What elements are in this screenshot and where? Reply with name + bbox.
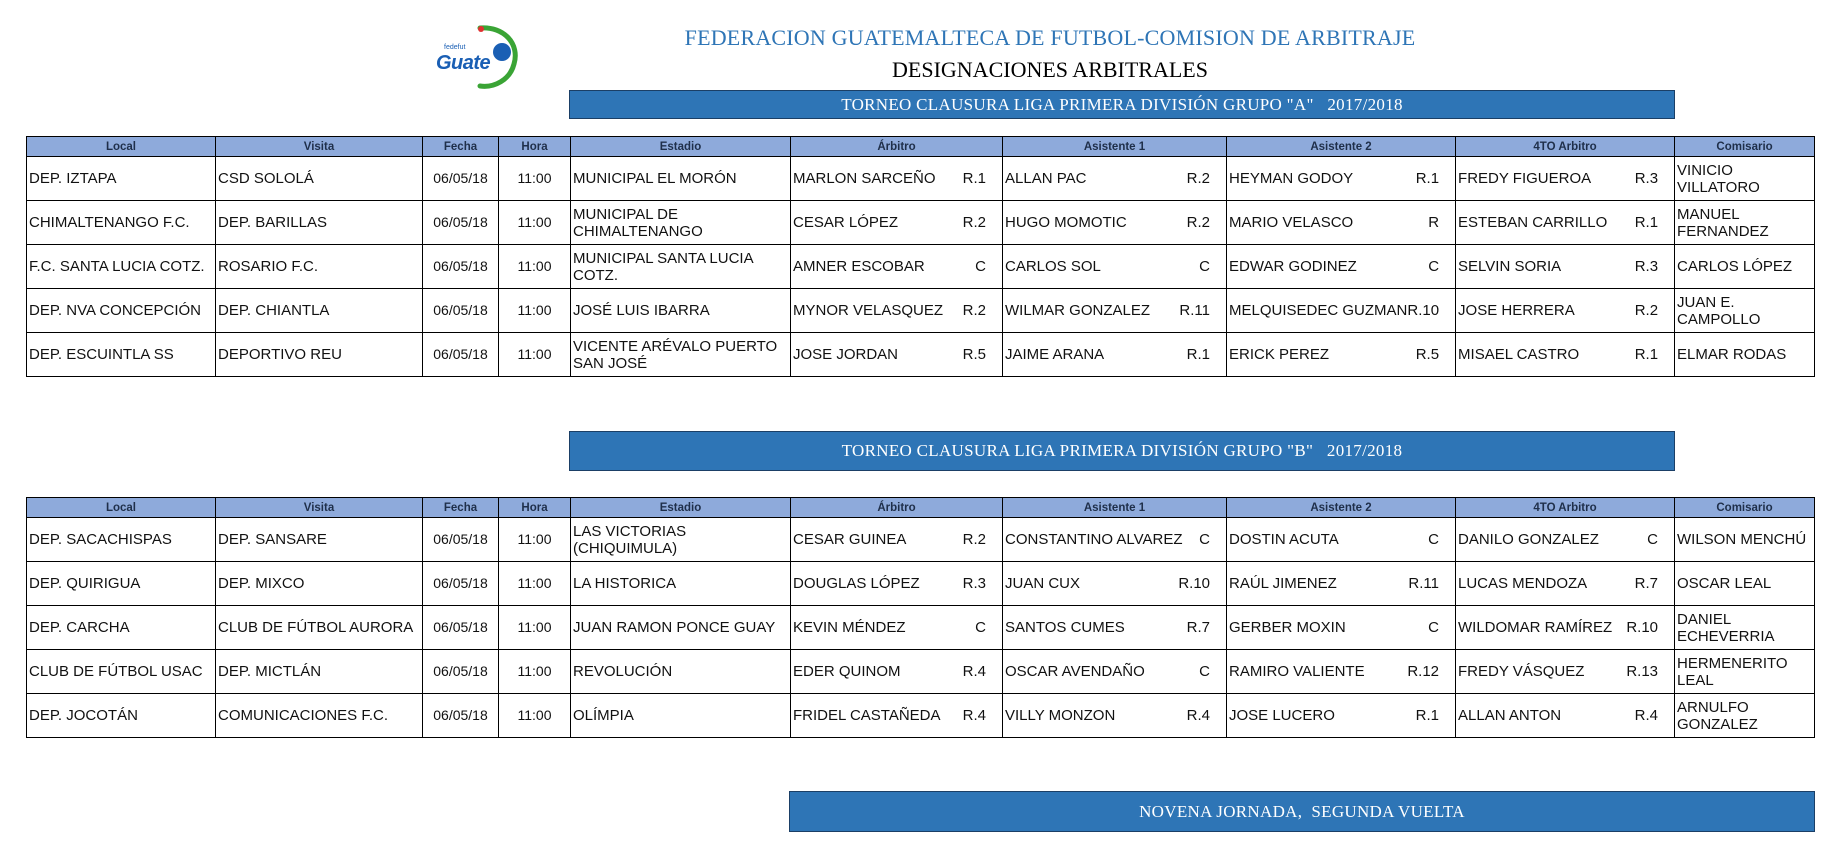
column-header: Asistente 2: [1227, 137, 1456, 157]
referee-entry: [793, 214, 1000, 231]
referee-name: JOSE LUCERO: [1229, 707, 1335, 724]
asistente2-cell: [1227, 201, 1456, 245]
asistente2-cell: [1227, 650, 1456, 694]
arbitro-cell: [791, 606, 1003, 650]
referee-category: R.12: [1407, 663, 1439, 680]
column-header: Árbitro: [791, 498, 1003, 518]
referee-category: R.7: [1186, 619, 1210, 636]
referee-category: R.1: [1634, 346, 1659, 363]
cuarto-arbitro-cell: [1456, 289, 1675, 333]
referee-name: RAÚL JIMENEZ: [1229, 575, 1337, 592]
referee-category: C: [1428, 619, 1439, 636]
referee-entry: [1005, 531, 1224, 548]
comisario-cell: ELMAR RODAS: [1675, 333, 1815, 377]
referee-category: R.5: [1415, 346, 1440, 363]
referee-entry: [1229, 663, 1453, 680]
referee-name: EDER QUINOM: [793, 663, 901, 680]
referee-entry: [1005, 214, 1224, 231]
fecha-cell: 06/05/18: [423, 245, 499, 289]
asistente2-cell: [1227, 333, 1456, 377]
arbitro-cell: [791, 245, 1003, 289]
cuarto-arbitro-cell: [1456, 201, 1675, 245]
referee-name: CESAR GUINEA: [793, 531, 907, 548]
cuarto-arbitro-cell: [1456, 606, 1675, 650]
hora-cell: 11:00: [499, 606, 571, 650]
referee-name: FRIDEL CASTAÑEDA: [793, 707, 941, 724]
referee-name: LUCAS MENDOZA: [1458, 575, 1588, 592]
referee-category: R.1: [1634, 214, 1659, 231]
visita-cell: DEPORTIVO REU: [216, 333, 423, 377]
asistente1-cell: [1003, 201, 1227, 245]
referee-entry: [1229, 575, 1453, 592]
local-cell: DEP. IZTAPA: [27, 157, 216, 201]
referee-entry: [793, 531, 1000, 548]
referee-name: FREDY VÁSQUEZ: [1458, 663, 1585, 680]
fecha-cell: 06/05/18: [423, 694, 499, 738]
referee-entry: [793, 346, 1000, 363]
referee-entry: [1458, 258, 1672, 275]
referee-category: R.10: [1178, 575, 1210, 592]
column-header: Estadio: [571, 137, 791, 157]
column-header: Local: [27, 137, 216, 157]
referee-entry: [1458, 214, 1672, 231]
fecha-cell: 06/05/18: [423, 201, 499, 245]
referee-category: R.4: [1186, 707, 1210, 724]
arbitro-cell: [791, 157, 1003, 201]
referee-name: DOUGLAS LÓPEZ: [793, 575, 920, 592]
referee-category: R.13: [1626, 663, 1658, 680]
referee-name: MARLON SARCEÑO: [793, 170, 936, 187]
referee-category: R.11: [1408, 575, 1439, 592]
table-row: [27, 333, 1815, 377]
referee-entry: [1229, 707, 1453, 724]
comisario-cell: HERMENERITO LEAL: [1675, 650, 1815, 694]
referee-category: R.1: [962, 170, 986, 187]
referee-name: DOSTIN ACUTA: [1229, 531, 1339, 548]
comisario-cell: JUAN E. CAMPOLLO: [1675, 289, 1815, 333]
fedefut-logo: [434, 22, 534, 94]
referee-entry: [1005, 346, 1224, 363]
referee-category: R.2: [962, 531, 986, 548]
referee-name: ALLAN ANTON: [1458, 707, 1562, 724]
referee-entry: [1458, 346, 1672, 363]
group-a-body: [27, 157, 1815, 377]
cuarto-arbitro-cell: [1456, 650, 1675, 694]
local-cell: DEP. SACACHISPAS: [27, 518, 216, 562]
arbitro-cell: [791, 694, 1003, 738]
column-header: 4TO Arbitro: [1456, 137, 1675, 157]
referee-entry: [1229, 346, 1453, 363]
local-cell: DEP. CARCHA: [27, 606, 216, 650]
fecha-cell: 06/05/18: [423, 562, 499, 606]
fecha-cell: 06/05/18: [423, 289, 499, 333]
referee-category: R.5: [962, 346, 986, 363]
referee-entry: [793, 258, 1000, 275]
referee-entry: [1005, 663, 1224, 680]
logo-brand-text: Guate: [436, 52, 491, 74]
referee-entry: [793, 663, 1000, 680]
referee-category: C: [1199, 258, 1210, 275]
table-row: [27, 562, 1815, 606]
comisario-cell: CARLOS LÓPEZ: [1675, 245, 1815, 289]
referee-category: R.2: [1186, 214, 1210, 231]
arbitro-cell: [791, 333, 1003, 377]
table-row: [27, 650, 1815, 694]
referee-name: HEYMAN GODOY: [1229, 170, 1354, 187]
referee-category: R.1: [1186, 346, 1210, 363]
arbitro-cell: [791, 289, 1003, 333]
referee-name: ERICK PEREZ: [1229, 346, 1330, 363]
referee-category: R.3: [1634, 258, 1659, 275]
asistente1-cell: [1003, 606, 1227, 650]
referee-entry: [1458, 663, 1672, 680]
column-header: 4TO Arbitro: [1456, 498, 1675, 518]
comisario-cell: OSCAR LEAL: [1675, 562, 1815, 606]
local-cell: DEP. NVA CONCEPCIÓN: [27, 289, 216, 333]
referee-name: WILMAR GONZALEZ: [1005, 302, 1151, 319]
referee-entry: [793, 302, 1000, 319]
local-cell: DEP. QUIRIGUA: [27, 562, 216, 606]
group-b-body: [27, 518, 1815, 738]
referee-name: JAIME ARANA: [1005, 346, 1105, 363]
column-header: Visita: [216, 498, 423, 518]
referee-name: AMNER ESCOBAR: [793, 258, 925, 275]
asistente1-cell: [1003, 245, 1227, 289]
local-cell: CLUB DE FÚTBOL USAC: [27, 650, 216, 694]
asistente2-cell: [1227, 157, 1456, 201]
referee-category: C: [1428, 531, 1439, 548]
column-header: Fecha: [423, 137, 499, 157]
cuarto-arbitro-cell: [1456, 562, 1675, 606]
referee-entry: [1458, 619, 1672, 636]
arbitro-cell: [791, 201, 1003, 245]
hora-cell: 11:00: [499, 245, 571, 289]
local-cell: DEP. ESCUINTLA SS: [27, 333, 216, 377]
estadio-cell: OLÍMPIA: [571, 694, 791, 738]
estadio-cell: MUNICIPAL SANTA LUCIA COTZ.: [571, 245, 791, 289]
referee-category: R.2: [1634, 302, 1659, 319]
hora-cell: 11:00: [499, 289, 571, 333]
jornada-banner: NOVENA JORNADA, SEGUNDA VUELTA: [789, 791, 1815, 832]
table-row: [27, 694, 1815, 738]
referee-entry: [1005, 707, 1224, 724]
visita-cell: DEP. CHIANTLA: [216, 289, 423, 333]
visita-cell: COMUNICACIONES F.C.: [216, 694, 423, 738]
estadio-cell: LA HISTORICA: [571, 562, 791, 606]
group-b-banner: TORNEO CLAUSURA LIGA PRIMERA DIVISIÓN GRUPO "B" 2017/2018: [569, 431, 1675, 471]
asistente1-cell: [1003, 333, 1227, 377]
referee-category: R.3: [962, 575, 986, 592]
hora-cell: 11:00: [499, 694, 571, 738]
comisario-cell: ARNULFO GONZALEZ: [1675, 694, 1815, 738]
visita-cell: ROSARIO F.C.: [216, 245, 423, 289]
hora-cell: 11:00: [499, 518, 571, 562]
referee-category: R.2: [1186, 170, 1210, 187]
group-b-table: [26, 497, 1815, 738]
local-cell: CHIMALTENANGO F.C.: [27, 201, 216, 245]
column-header: Hora: [499, 137, 571, 157]
comisario-cell: DANIEL ECHEVERRIA: [1675, 606, 1815, 650]
referee-entry: [1229, 214, 1453, 231]
hora-cell: 11:00: [499, 562, 571, 606]
hora-cell: 11:00: [499, 157, 571, 201]
referee-category: R.4: [1634, 707, 1658, 724]
referee-name: RAMIRO VALIENTE: [1229, 663, 1365, 680]
referee-entry: [793, 619, 1000, 636]
referee-entry: [1005, 258, 1224, 275]
asistente1-cell: [1003, 518, 1227, 562]
estadio-cell: MUNICIPAL DE CHIMALTENANGO: [571, 201, 791, 245]
referee-category: R.1: [1415, 707, 1439, 724]
table-row: [27, 289, 1815, 333]
group-a-table: [26, 136, 1815, 377]
asistente1-cell: [1003, 562, 1227, 606]
asistente1-cell: [1003, 694, 1227, 738]
asistente2-cell: [1227, 606, 1456, 650]
referee-entry: [1458, 170, 1672, 187]
fecha-cell: 06/05/18: [423, 606, 499, 650]
column-header: Visita: [216, 137, 423, 157]
estadio-cell: VICENTE ARÉVALO PUERTO SAN JOSÉ: [571, 333, 791, 377]
referee-name: HUGO MOMOTIC: [1005, 214, 1127, 231]
cuarto-arbitro-cell: [1456, 245, 1675, 289]
table-row: [27, 245, 1815, 289]
visita-cell: DEP. MICTLÁN: [216, 650, 423, 694]
table-row: [27, 157, 1815, 201]
referee-category: R.2: [962, 302, 986, 319]
asistente2-cell: [1227, 694, 1456, 738]
referee-category: R.11: [1179, 302, 1210, 319]
referee-entry: [1005, 619, 1224, 636]
fecha-cell: 06/05/18: [423, 157, 499, 201]
referee-name: OSCAR AVENDAÑO: [1005, 663, 1145, 680]
column-header: Árbitro: [791, 137, 1003, 157]
fecha-cell: 06/05/18: [423, 333, 499, 377]
referee-name: JUAN CUX: [1005, 575, 1081, 592]
referee-name: KEVIN MÉNDEZ: [793, 619, 906, 636]
referee-name: VILLY MONZON: [1005, 707, 1116, 724]
referee-name: MELQUISEDEC GUZMAN: [1229, 302, 1408, 319]
referee-category: R.4: [962, 663, 986, 680]
referee-name: ALLAN PAC: [1005, 170, 1087, 187]
referee-name: JOSE HERRERA: [1458, 302, 1575, 319]
referee-name: EDWAR GODINEZ: [1229, 258, 1357, 275]
referee-entry: [793, 707, 1000, 724]
referee-entry: [1458, 531, 1672, 548]
referee-entry: [1229, 170, 1453, 187]
referee-entry: [793, 170, 1000, 187]
logo-small-text: fedefut: [444, 44, 466, 51]
column-header: Asistente 1: [1003, 137, 1227, 157]
estadio-cell: MUNICIPAL EL MORÓN: [571, 157, 791, 201]
group-a-banner: TORNEO CLAUSURA LIGA PRIMERA DIVISIÓN GRUPO "A" 2017/2018: [569, 90, 1675, 119]
referee-category: C: [1428, 258, 1440, 275]
referee-entry: [1458, 302, 1672, 319]
local-cell: DEP. JOCOTÁN: [27, 694, 216, 738]
visita-cell: DEP. SANSARE: [216, 518, 423, 562]
arbitro-cell: [791, 518, 1003, 562]
referee-category: R.2: [962, 214, 986, 231]
referee-name: DANILO GONZALEZ: [1458, 531, 1599, 548]
referee-name: ESTEBAN CARRILLO: [1458, 214, 1608, 231]
referee-category: C: [1199, 663, 1210, 680]
visita-cell: DEP. BARILLAS: [216, 201, 423, 245]
estadio-cell: REVOLUCIÓN: [571, 650, 791, 694]
comisario-cell: VINICIO VILLATORO: [1675, 157, 1815, 201]
column-header: Comisario: [1675, 137, 1815, 157]
visita-cell: CSD SOLOLÁ: [216, 157, 423, 201]
asistente2-cell: [1227, 245, 1456, 289]
referee-entry: [1005, 170, 1224, 187]
group-b-header-row: [27, 498, 1815, 518]
referee-name: CARLOS SOL: [1005, 258, 1101, 275]
table-row: [27, 606, 1815, 650]
referee-name: CESAR LÓPEZ: [793, 214, 899, 231]
referee-name: SANTOS CUMES: [1005, 619, 1125, 636]
hora-cell: 11:00: [499, 650, 571, 694]
referee-category: R.10: [1626, 619, 1658, 636]
asistente2-cell: [1227, 289, 1456, 333]
hora-cell: 11:00: [499, 333, 571, 377]
estadio-cell: JOSÉ LUIS IBARRA: [571, 289, 791, 333]
fecha-cell: 06/05/18: [423, 650, 499, 694]
referee-category: R.3: [1634, 170, 1659, 187]
referee-name: MISAEL CASTRO: [1458, 346, 1580, 363]
local-cell: F.C. SANTA LUCIA COTZ.: [27, 245, 216, 289]
referee-category: R.1: [1415, 170, 1440, 187]
referee-name: CONSTANTINO ALVAREZ: [1005, 531, 1183, 548]
referee-name: WILDOMAR RAMÍREZ: [1458, 619, 1613, 636]
table-row: [27, 518, 1815, 562]
estadio-cell: JUAN RAMON PONCE GUAY: [571, 606, 791, 650]
referee-category: R.10: [1407, 302, 1440, 319]
referee-category: R.7: [1634, 575, 1658, 592]
cuarto-arbitro-cell: [1456, 157, 1675, 201]
asistente2-cell: [1227, 518, 1456, 562]
group-a-header-row: [27, 137, 1815, 157]
referee-category: R.4: [962, 707, 986, 724]
asistente1-cell: [1003, 650, 1227, 694]
asistente2-cell: [1227, 562, 1456, 606]
referee-entry: [1229, 619, 1453, 636]
visita-cell: CLUB DE FÚTBOL AURORA: [216, 606, 423, 650]
cuarto-arbitro-cell: [1456, 333, 1675, 377]
asistente1-cell: [1003, 157, 1227, 201]
referee-entry: [1458, 707, 1672, 724]
column-header: Comisario: [1675, 498, 1815, 518]
column-header: Fecha: [423, 498, 499, 518]
referee-name: GERBER MOXIN: [1229, 619, 1346, 636]
arbitro-cell: [791, 562, 1003, 606]
referee-entry: [1458, 575, 1672, 592]
referee-entry: [1229, 258, 1453, 275]
referee-entry: [1005, 575, 1224, 592]
referee-name: MARIO VELASCO: [1229, 214, 1354, 231]
doc-title: DESIGNACIONES ARBITRALES: [892, 57, 1208, 82]
column-header: Asistente 2: [1227, 498, 1456, 518]
referee-entry: [1229, 302, 1453, 319]
referee-entry: [793, 575, 1000, 592]
referee-name: FREDY FIGUEROA: [1458, 170, 1592, 187]
referee-category: C: [1647, 531, 1658, 548]
hora-cell: 11:00: [499, 201, 571, 245]
cuarto-arbitro-cell: [1456, 694, 1675, 738]
column-header: Local: [27, 498, 216, 518]
fecha-cell: 06/05/18: [423, 518, 499, 562]
referee-category: C: [1199, 531, 1210, 548]
org-title: FEDERACION GUATEMALTECA DE FUTBOL-COMISION DE ARBITRAJE: [684, 25, 1416, 50]
arbitro-cell: [791, 650, 1003, 694]
estadio-cell: LAS VICTORIAS (CHIQUIMULA): [571, 518, 791, 562]
referee-name: SELVIN SORIA: [1458, 258, 1562, 275]
table-row: [27, 201, 1815, 245]
referee-category: R: [1428, 214, 1440, 231]
comisario-cell: WILSON MENCHÚ: [1675, 518, 1815, 562]
visita-cell: DEP. MIXCO: [216, 562, 423, 606]
cuarto-arbitro-cell: [1456, 518, 1675, 562]
column-header: Estadio: [571, 498, 791, 518]
asistente1-cell: [1003, 289, 1227, 333]
referee-category: C: [975, 258, 986, 275]
referee-entry: [1229, 531, 1453, 548]
comisario-cell: MANUEL FERNANDEZ: [1675, 201, 1815, 245]
column-header: Hora: [499, 498, 571, 518]
referee-name: JOSE JORDAN: [793, 346, 899, 363]
referee-category: C: [975, 619, 986, 636]
column-header: Asistente 1: [1003, 498, 1227, 518]
referee-entry: [1005, 302, 1224, 319]
referee-name: MYNOR VELASQUEZ: [793, 302, 944, 319]
